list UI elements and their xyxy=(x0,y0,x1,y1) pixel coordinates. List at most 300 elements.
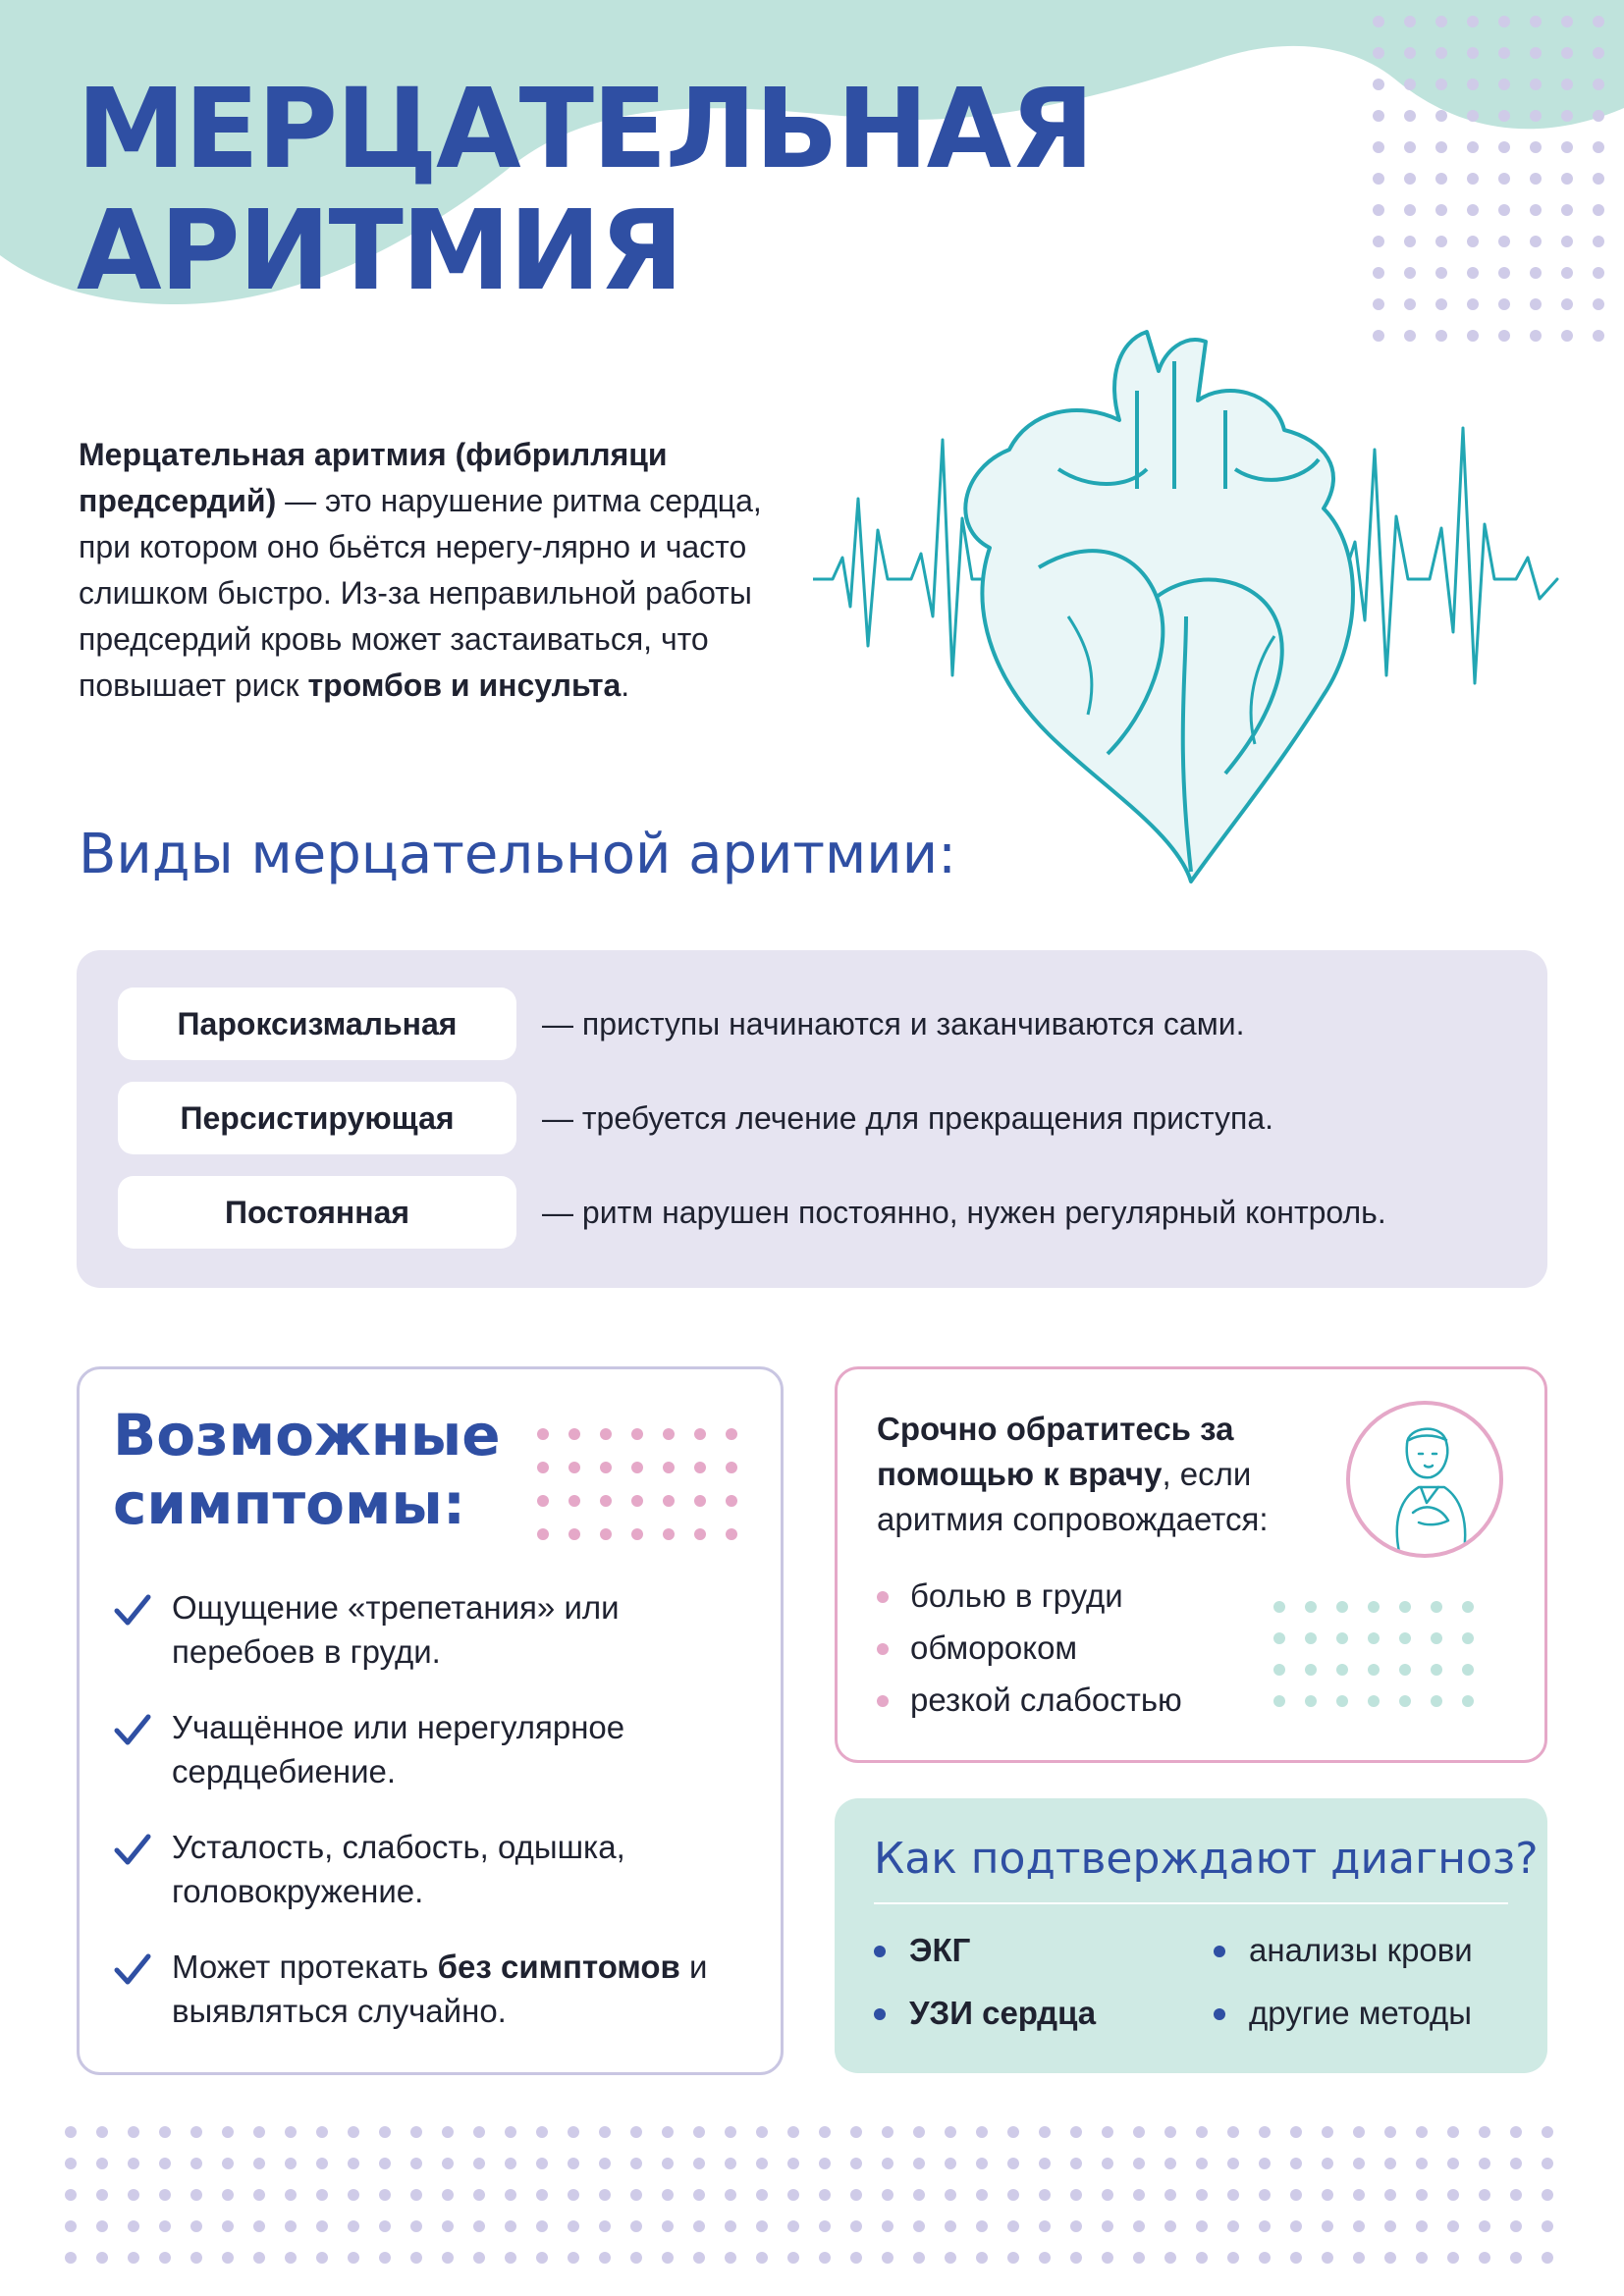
decor-dot xyxy=(1404,110,1416,122)
decor-dot xyxy=(1479,2189,1490,2201)
decor-dot xyxy=(599,2252,611,2264)
decor-dot xyxy=(505,2158,516,2169)
decor-dot xyxy=(1070,2252,1082,2264)
decor-dot xyxy=(1196,2158,1208,2169)
decor-dot xyxy=(756,2158,768,2169)
decor-dot xyxy=(1561,330,1573,342)
decor-dot xyxy=(348,2126,359,2138)
decor-dot xyxy=(1290,2158,1302,2169)
decor-dot xyxy=(1542,2252,1553,2264)
decor-dot xyxy=(316,2158,328,2169)
decor-dot xyxy=(1479,2252,1490,2264)
decor-dot xyxy=(1542,2158,1553,2169)
decor-dot xyxy=(631,1462,643,1473)
diagnosis-item-label: анализы крови xyxy=(1249,1932,1473,1968)
decor-dot xyxy=(1467,298,1479,310)
dot-pattern-symptoms xyxy=(533,1420,759,1558)
decor-dot xyxy=(1498,47,1510,59)
decor-dot xyxy=(694,1495,706,1507)
decor-dot xyxy=(1593,141,1604,153)
decor-dot xyxy=(316,2220,328,2232)
intro-text-end: . xyxy=(621,667,630,703)
decor-dot xyxy=(1102,2220,1113,2232)
decor-dot xyxy=(1102,2126,1113,2138)
decor-dot xyxy=(1007,2189,1019,2201)
check-icon xyxy=(113,1593,152,1629)
decor-dot xyxy=(1447,2252,1459,2264)
diagnosis-item xyxy=(874,1932,970,1969)
decor-dot xyxy=(1259,2126,1271,2138)
urgent-card xyxy=(835,1366,1547,1763)
decor-dot xyxy=(1467,79,1479,90)
decor-dot xyxy=(1467,47,1479,59)
decor-dot xyxy=(1561,79,1573,90)
decor-dot xyxy=(568,1495,580,1507)
decor-dot xyxy=(850,2158,862,2169)
decor-dot xyxy=(599,2189,611,2201)
decor-dot xyxy=(1273,1664,1285,1676)
decor-dot xyxy=(1467,236,1479,247)
decor-dot xyxy=(1227,2126,1239,2138)
decor-dot xyxy=(1322,2252,1333,2264)
decor-dot xyxy=(882,2252,893,2264)
dot-pattern-urgent xyxy=(1270,1593,1515,1740)
decor-dot xyxy=(1039,2189,1051,2201)
decor-dot xyxy=(348,2158,359,2169)
decor-dot xyxy=(65,2189,77,2201)
decor-dot xyxy=(1498,204,1510,216)
title-line-2: АРИТМИЯ xyxy=(77,187,682,315)
bullet-dot-icon xyxy=(877,1643,889,1655)
decor-dot xyxy=(568,2158,579,2169)
decor-dot xyxy=(285,2158,297,2169)
decor-dot xyxy=(410,2158,422,2169)
decor-dot xyxy=(1164,2189,1176,2201)
decor-dot xyxy=(65,2158,77,2169)
symptoms-title-line-2: симптомы: xyxy=(113,1470,466,1537)
decor-dot xyxy=(1435,110,1447,122)
bullet-dot-icon xyxy=(1214,1946,1225,1957)
decor-dot xyxy=(568,1428,580,1440)
decor-dot xyxy=(1373,236,1384,247)
decor-dot xyxy=(253,2189,265,2201)
decor-dot xyxy=(96,2158,108,2169)
decor-dot xyxy=(379,2252,391,2264)
decor-dot xyxy=(1416,2158,1428,2169)
decor-dot xyxy=(1416,2126,1428,2138)
decor-dot xyxy=(128,2126,139,2138)
decor-dot xyxy=(1447,2126,1459,2138)
decor-dot xyxy=(1530,173,1542,185)
decor-dot xyxy=(599,2126,611,2138)
decor-dot xyxy=(1498,298,1510,310)
decor-dot xyxy=(1273,1601,1285,1613)
decor-dot xyxy=(1530,110,1542,122)
decor-dot xyxy=(473,2220,485,2232)
decor-dot xyxy=(726,1495,737,1507)
decor-dot xyxy=(1498,110,1510,122)
decor-dot xyxy=(442,2126,454,2138)
decor-dot xyxy=(1462,1664,1474,1676)
diagnosis-item xyxy=(1214,1995,1472,2032)
decor-dot xyxy=(1416,2220,1428,2232)
decor-dot xyxy=(787,2220,799,2232)
decor-dot xyxy=(850,2252,862,2264)
decor-dot xyxy=(1164,2158,1176,2169)
decor-dot xyxy=(787,2158,799,2169)
decor-dot xyxy=(1542,2220,1553,2232)
diagnosis-title: Как подтверждают диагноз? xyxy=(874,1834,1539,1884)
decor-dot xyxy=(819,2158,831,2169)
decor-dot xyxy=(1498,173,1510,185)
decor-dot xyxy=(65,2252,77,2264)
check-icon xyxy=(113,1833,152,1868)
decor-dot xyxy=(1561,141,1573,153)
decor-dot xyxy=(536,2126,548,2138)
decor-dot xyxy=(976,2126,988,2138)
decor-dot xyxy=(1322,2220,1333,2232)
decor-dot xyxy=(1404,267,1416,279)
decor-dot xyxy=(473,2158,485,2169)
decor-dot xyxy=(1561,173,1573,185)
decor-dot xyxy=(537,1462,549,1473)
decor-dot xyxy=(1322,2126,1333,2138)
decor-dot xyxy=(663,1462,675,1473)
decor-dot xyxy=(379,2189,391,2201)
decor-dot xyxy=(662,2158,674,2169)
decor-dot xyxy=(1305,1601,1317,1613)
decor-dot xyxy=(190,2252,202,2264)
diagnosis-card xyxy=(835,1798,1547,2073)
decor-dot xyxy=(1510,2189,1522,2201)
decor-dot xyxy=(1373,110,1384,122)
decor-dot xyxy=(1336,1632,1348,1644)
symptoms-title xyxy=(113,1401,501,1538)
decor-dot xyxy=(1593,110,1604,122)
dot-pattern-bottom xyxy=(59,2120,1571,2287)
decor-dot xyxy=(1404,16,1416,27)
decor-dot xyxy=(96,2126,108,2138)
decor-dot xyxy=(1039,2252,1051,2264)
decor-dot xyxy=(1431,1601,1442,1613)
decor-dot xyxy=(1510,2220,1522,2232)
decor-dot xyxy=(1561,298,1573,310)
urgent-item-text: обмороком xyxy=(910,1629,1078,1666)
heart-icon xyxy=(965,332,1353,881)
decor-dot xyxy=(1467,204,1479,216)
decor-dot xyxy=(1593,204,1604,216)
decor-dot xyxy=(945,2126,956,2138)
decor-dot xyxy=(694,1528,706,1540)
decor-dot xyxy=(1353,2220,1365,2232)
decor-dot xyxy=(1259,2158,1271,2169)
decor-dot xyxy=(1259,2189,1271,2201)
symptom-text-part: Может протекать xyxy=(172,1949,438,1985)
decor-dot xyxy=(1593,298,1604,310)
urgent-item-text: болью в груди xyxy=(910,1577,1123,1614)
decor-dot xyxy=(663,1428,675,1440)
decor-dot xyxy=(1561,204,1573,216)
decor-dot xyxy=(1164,2220,1176,2232)
decor-dot xyxy=(1368,1601,1380,1613)
decor-dot xyxy=(1479,2126,1490,2138)
decor-dot xyxy=(1007,2220,1019,2232)
decor-dot xyxy=(882,2126,893,2138)
decor-dot xyxy=(756,2126,768,2138)
decor-dot xyxy=(316,2252,328,2264)
decor-dot xyxy=(1498,79,1510,90)
decor-dot xyxy=(1467,173,1479,185)
decor-dot xyxy=(945,2158,956,2169)
decor-dot xyxy=(1561,110,1573,122)
decor-dot xyxy=(222,2252,234,2264)
decor-dot xyxy=(190,2126,202,2138)
decor-dot xyxy=(1435,47,1447,59)
diagnosis-item-label: другие методы xyxy=(1249,1995,1473,2031)
decor-dot xyxy=(1164,2252,1176,2264)
decor-dot xyxy=(128,2252,139,2264)
decor-dot xyxy=(599,2158,611,2169)
decor-dot xyxy=(756,2220,768,2232)
decor-dot xyxy=(725,2126,736,2138)
decor-dot xyxy=(568,1462,580,1473)
symptom-text: Ощущение «трепетания» или перебоев в груди. xyxy=(172,1589,620,1670)
decor-dot xyxy=(1498,16,1510,27)
decor-dot xyxy=(1353,2252,1365,2264)
decor-dot xyxy=(600,1528,612,1540)
decor-dot xyxy=(1593,330,1604,342)
decor-dot xyxy=(1479,2158,1490,2169)
urgent-list-item xyxy=(877,1674,1182,1726)
decor-dot xyxy=(1259,2252,1271,2264)
decor-dot xyxy=(1498,141,1510,153)
decor-dot xyxy=(787,2252,799,2264)
decor-dot xyxy=(1467,110,1479,122)
decor-dot xyxy=(1070,2158,1082,2169)
decor-dot xyxy=(536,2252,548,2264)
decor-dot xyxy=(379,2220,391,2232)
decor-dot xyxy=(725,2252,736,2264)
decor-dot xyxy=(631,1495,643,1507)
decor-dot xyxy=(1399,1664,1411,1676)
check-icon xyxy=(113,1952,152,1988)
decor-dot xyxy=(1561,47,1573,59)
decor-dot xyxy=(1462,1695,1474,1707)
decor-dot xyxy=(976,2252,988,2264)
decor-dot xyxy=(379,2158,391,2169)
decor-dot xyxy=(568,2126,579,2138)
decor-dot xyxy=(505,2252,516,2264)
decor-dot xyxy=(1273,1695,1285,1707)
decor-dot xyxy=(1510,2252,1522,2264)
decor-dot xyxy=(568,1528,580,1540)
decor-dot xyxy=(1510,2158,1522,2169)
decor-dot xyxy=(253,2220,265,2232)
decor-dot xyxy=(1462,1632,1474,1644)
decor-dot xyxy=(1336,1664,1348,1676)
decor-dot xyxy=(253,2126,265,2138)
decor-dot xyxy=(159,2126,171,2138)
intro-bold-risk: тромбов и инсульта xyxy=(307,667,622,703)
decor-dot xyxy=(190,2158,202,2169)
decor-dot xyxy=(1368,1664,1380,1676)
decor-dot xyxy=(1399,1632,1411,1644)
decor-dot xyxy=(1467,141,1479,153)
decor-dot xyxy=(348,2189,359,2201)
decor-dot xyxy=(1336,1695,1348,1707)
decor-dot xyxy=(1467,267,1479,279)
decor-dot xyxy=(1399,1695,1411,1707)
decor-dot xyxy=(1290,2220,1302,2232)
decor-dot xyxy=(442,2252,454,2264)
decor-dot xyxy=(662,2220,674,2232)
decor-dot xyxy=(1133,2220,1145,2232)
bullet-dot-icon xyxy=(874,2008,886,2020)
decor-dot xyxy=(693,2158,705,2169)
decor-dot xyxy=(379,2126,391,2138)
decor-dot xyxy=(1384,2126,1396,2138)
bullet-dot-icon xyxy=(1214,2008,1225,2020)
decor-dot xyxy=(913,2252,925,2264)
decor-dot xyxy=(1322,2189,1333,2201)
decor-dot xyxy=(1435,267,1447,279)
decor-dot xyxy=(1510,2126,1522,2138)
diagnosis-item xyxy=(874,1995,1096,2032)
decor-dot xyxy=(1102,2189,1113,2201)
decor-dot xyxy=(1530,236,1542,247)
decor-dot xyxy=(1102,2158,1113,2169)
decor-dot xyxy=(1530,267,1542,279)
intro-bold-term: Мерцательная аритмия (фибрилляци предсердий) xyxy=(79,437,668,518)
decor-dot xyxy=(442,2220,454,2232)
decor-dot xyxy=(1404,141,1416,153)
decor-dot xyxy=(1479,2220,1490,2232)
decor-dot xyxy=(693,2252,705,2264)
decor-dot xyxy=(316,2189,328,2201)
decor-dot xyxy=(1373,173,1384,185)
decor-dot xyxy=(630,2220,642,2232)
decor-dot xyxy=(96,2252,108,2264)
decor-dot xyxy=(945,2189,956,2201)
decor-dot xyxy=(1007,2126,1019,2138)
type-pill: Персистирующая xyxy=(118,1082,516,1154)
decor-dot xyxy=(694,1462,706,1473)
decor-dot xyxy=(694,1428,706,1440)
decor-dot xyxy=(913,2189,925,2201)
decor-dot xyxy=(756,2189,768,2201)
decor-dot xyxy=(787,2189,799,2201)
decor-dot xyxy=(693,2126,705,2138)
decor-dot xyxy=(1227,2252,1239,2264)
decor-dot xyxy=(1498,236,1510,247)
decor-dot xyxy=(1435,173,1447,185)
decor-dot xyxy=(1373,47,1384,59)
decor-dot xyxy=(1373,79,1384,90)
decor-dot xyxy=(1353,2126,1365,2138)
decor-dot xyxy=(473,2252,485,2264)
symptom-text-bold: без симптомов xyxy=(437,1949,680,1985)
decor-dot xyxy=(1007,2252,1019,2264)
decor-dot xyxy=(1196,2220,1208,2232)
decor-dot xyxy=(1530,79,1542,90)
decor-dot xyxy=(662,2189,674,2201)
patient-portrait-icon xyxy=(1346,1401,1503,1558)
decor-dot xyxy=(1593,16,1604,27)
title-line-1: МЕРЦАТЕЛЬНАЯ xyxy=(77,66,1093,193)
decor-dot xyxy=(1373,16,1384,27)
decor-dot xyxy=(442,2189,454,2201)
decor-dot xyxy=(913,2126,925,2138)
type-description: — приступы начинаются и заканчиваются сами. xyxy=(542,1005,1245,1041)
decor-dot xyxy=(1404,204,1416,216)
decor-dot xyxy=(222,2158,234,2169)
decor-dot xyxy=(600,1462,612,1473)
decor-dot xyxy=(1404,298,1416,310)
decor-dot xyxy=(568,2220,579,2232)
decor-dot xyxy=(285,2220,297,2232)
decor-dot xyxy=(1561,16,1573,27)
decor-dot xyxy=(1353,2158,1365,2169)
decor-dot xyxy=(253,2158,265,2169)
decor-dot xyxy=(630,2252,642,2264)
decor-dot xyxy=(725,2158,736,2169)
decor-dot xyxy=(1530,16,1542,27)
types-panel xyxy=(77,950,1547,1288)
decor-dot xyxy=(1290,2252,1302,2264)
type-pill: Постоянная xyxy=(118,1176,516,1249)
decor-dot xyxy=(96,2220,108,2232)
decor-dot xyxy=(1007,2158,1019,2169)
decor-dot xyxy=(1373,204,1384,216)
decor-dot xyxy=(1447,2220,1459,2232)
symptoms-title-line-1: Возможные xyxy=(113,1402,501,1468)
decor-dot xyxy=(1431,1632,1442,1644)
decor-dot xyxy=(473,2126,485,2138)
decor-dot xyxy=(1133,2252,1145,2264)
decor-dot xyxy=(222,2220,234,2232)
bullet-dot-icon xyxy=(877,1591,889,1603)
decor-dot xyxy=(1404,236,1416,247)
decor-dot xyxy=(1290,2189,1302,2201)
decor-dot xyxy=(410,2252,422,2264)
decor-dot xyxy=(1353,2189,1365,2201)
decor-dot xyxy=(1498,267,1510,279)
decor-dot xyxy=(850,2189,862,2201)
decor-dot xyxy=(1530,298,1542,310)
urgent-text-rest: , если аритмия сопровождается: xyxy=(877,1456,1269,1537)
decor-dot xyxy=(1416,2189,1428,2201)
decor-dot xyxy=(726,1428,737,1440)
divider xyxy=(874,1902,1508,1904)
decor-dot xyxy=(850,2126,862,2138)
decor-dot xyxy=(819,2189,831,2201)
decor-dot xyxy=(285,2126,297,2138)
decor-dot xyxy=(222,2126,234,2138)
decor-dot xyxy=(1102,2252,1113,2264)
diagnosis-item-label: УЗИ сердца xyxy=(909,1995,1097,2031)
decor-dot xyxy=(1070,2189,1082,2201)
decor-dot xyxy=(1435,16,1447,27)
decor-dot xyxy=(1273,1632,1285,1644)
decor-dot xyxy=(1227,2220,1239,2232)
decor-dot xyxy=(128,2158,139,2169)
decor-dot xyxy=(253,2252,265,2264)
intro-paragraph xyxy=(79,432,785,709)
decor-dot xyxy=(1447,2158,1459,2169)
decor-dot xyxy=(1039,2158,1051,2169)
decor-dot xyxy=(1435,298,1447,310)
decor-dot xyxy=(568,2252,579,2264)
